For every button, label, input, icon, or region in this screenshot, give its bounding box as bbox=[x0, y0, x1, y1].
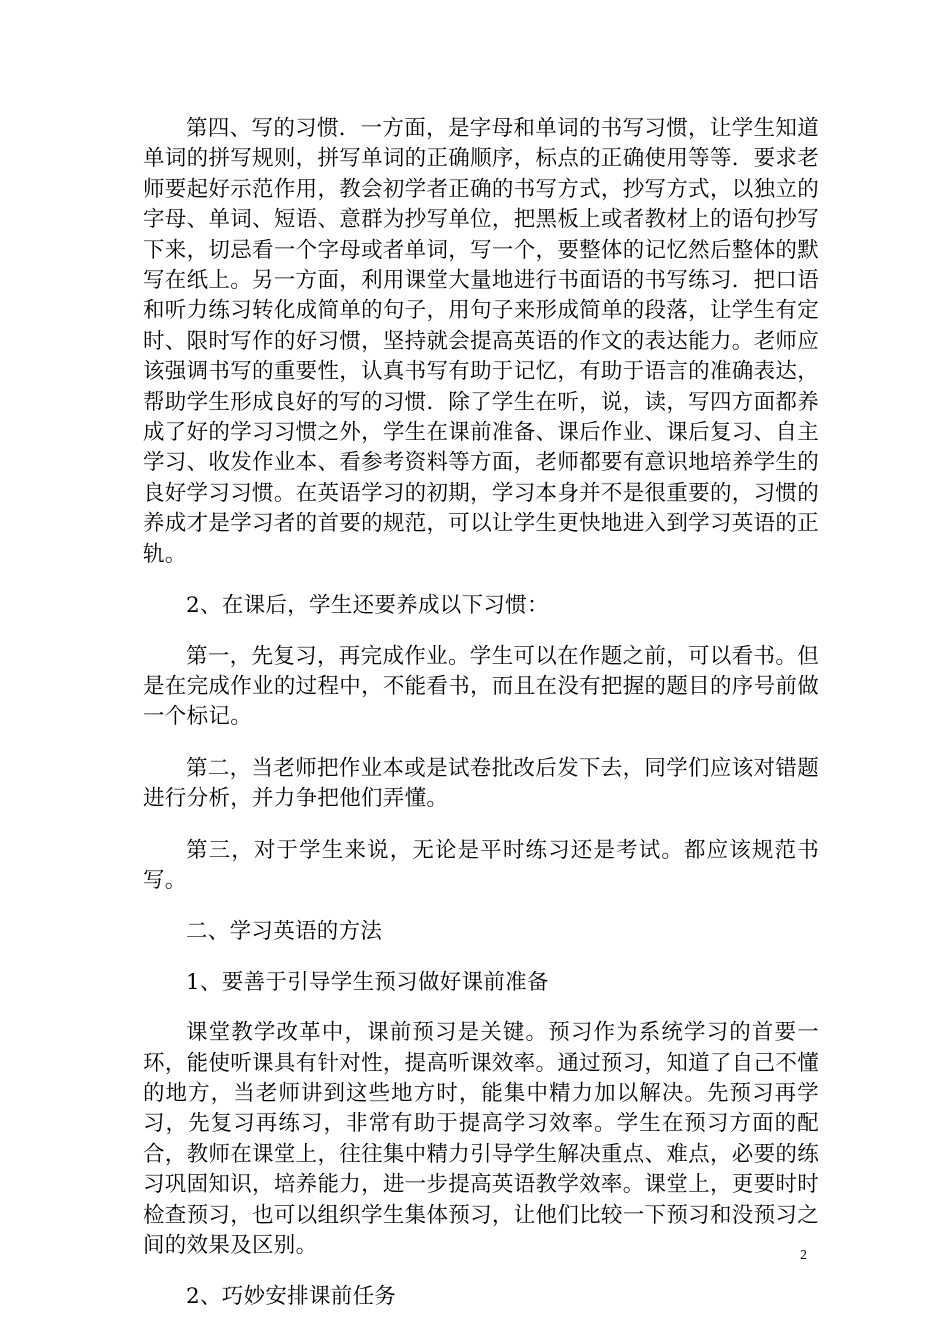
subheading-pre-class-tasks: 2、巧妙安排课前任务 bbox=[186, 1284, 397, 1310]
paragraph-writing-habits: 第四、写的习惯．一方面，是字母和单词的书写习惯，让学生知道单词的拼写规则，拼写单词的正确顺序，标点的正确使用等等．要求老师要起好示范作用，教会初学者正确的书写方式，抄写方式，以独立的字母、单词、短语、意群为抄写单位，把黑板上或者教材上的语句抄写下来，切忌看一个字母或者单词，写一个，要整体的记忆然后整体的默写在纸上。另一方面，利用课堂大量地进行书面语的书写练习．把口语和听力练习转化成简单的句子，用句子来形成简单的段落，让学生有定时、限时写作的好习惯，坚持就会提高英语的作文的表达能力。老师应该强调书写的重要性，认真书写有助于记忆，有助于语言的准确表达，帮助学生形成良好的写的习惯．除了学生在听，说，读，写四方面都养成了好的学习习惯之外，学生在课前准备、课后作业、课后复习、自主学习、收发作业本、看参考资料等方面，老师都要有意识地培养学生的良好学习习惯。在英语学习的初期，学习本身并不是很重要的，习惯的养成才是学习者的首要的规范，可以让学生更快地进入到学习英语的正轨。 bbox=[143, 116, 819, 567]
page-number: 2 bbox=[800, 1248, 807, 1263]
paragraph-after-class-habits: 2、在课后，学生还要养成以下习惯： bbox=[186, 593, 549, 619]
subheading-preview: 1、要善于引导学生预习做好课前准备 bbox=[186, 969, 549, 995]
document-body bbox=[143, 114, 819, 1333]
paragraph-third-neat-writing: 第三，对于学生来说，无论是平时练习还是考试。都应该规范书写。 bbox=[143, 837, 819, 893]
paragraph-first-review: 第一，先复习，再完成作业。学生可以在作题之前，可以看书。但是在完成作业的过程中，不能看书，而且在没有把握的题目的序号前做一个标记。 bbox=[143, 643, 819, 730]
section-heading-methods: 二、学习英语的方法 bbox=[186, 919, 383, 945]
paragraph-second-corrections: 第二，当老师把作业本或是试卷批改后发下去，同学们应该对错题进行分析，并力争把他们弄懂。 bbox=[143, 755, 819, 812]
paragraph-preview-key: 课堂教学改革中，课前预习是关键。预习作为系统学习的首要一环，能使听课具有针对性，提高听课效率。通过预习，知道了自己不懂的地方，当老师讲到这些地方时，能集中精力加以解决。先预习再学习，先复习再练习，非常有助于提高学习效率。学生在预习方面的配合，教师在课堂上，往往集中精力引导学生解决重点、难点，必要的练习巩固知识，培养能力，进一步提高英语教学效率。课堂上，更要时时检查预习，也可以组织学生集体预习，让他们比较一下预习和没预习之间的效果及区别。 bbox=[143, 1020, 819, 1258]
